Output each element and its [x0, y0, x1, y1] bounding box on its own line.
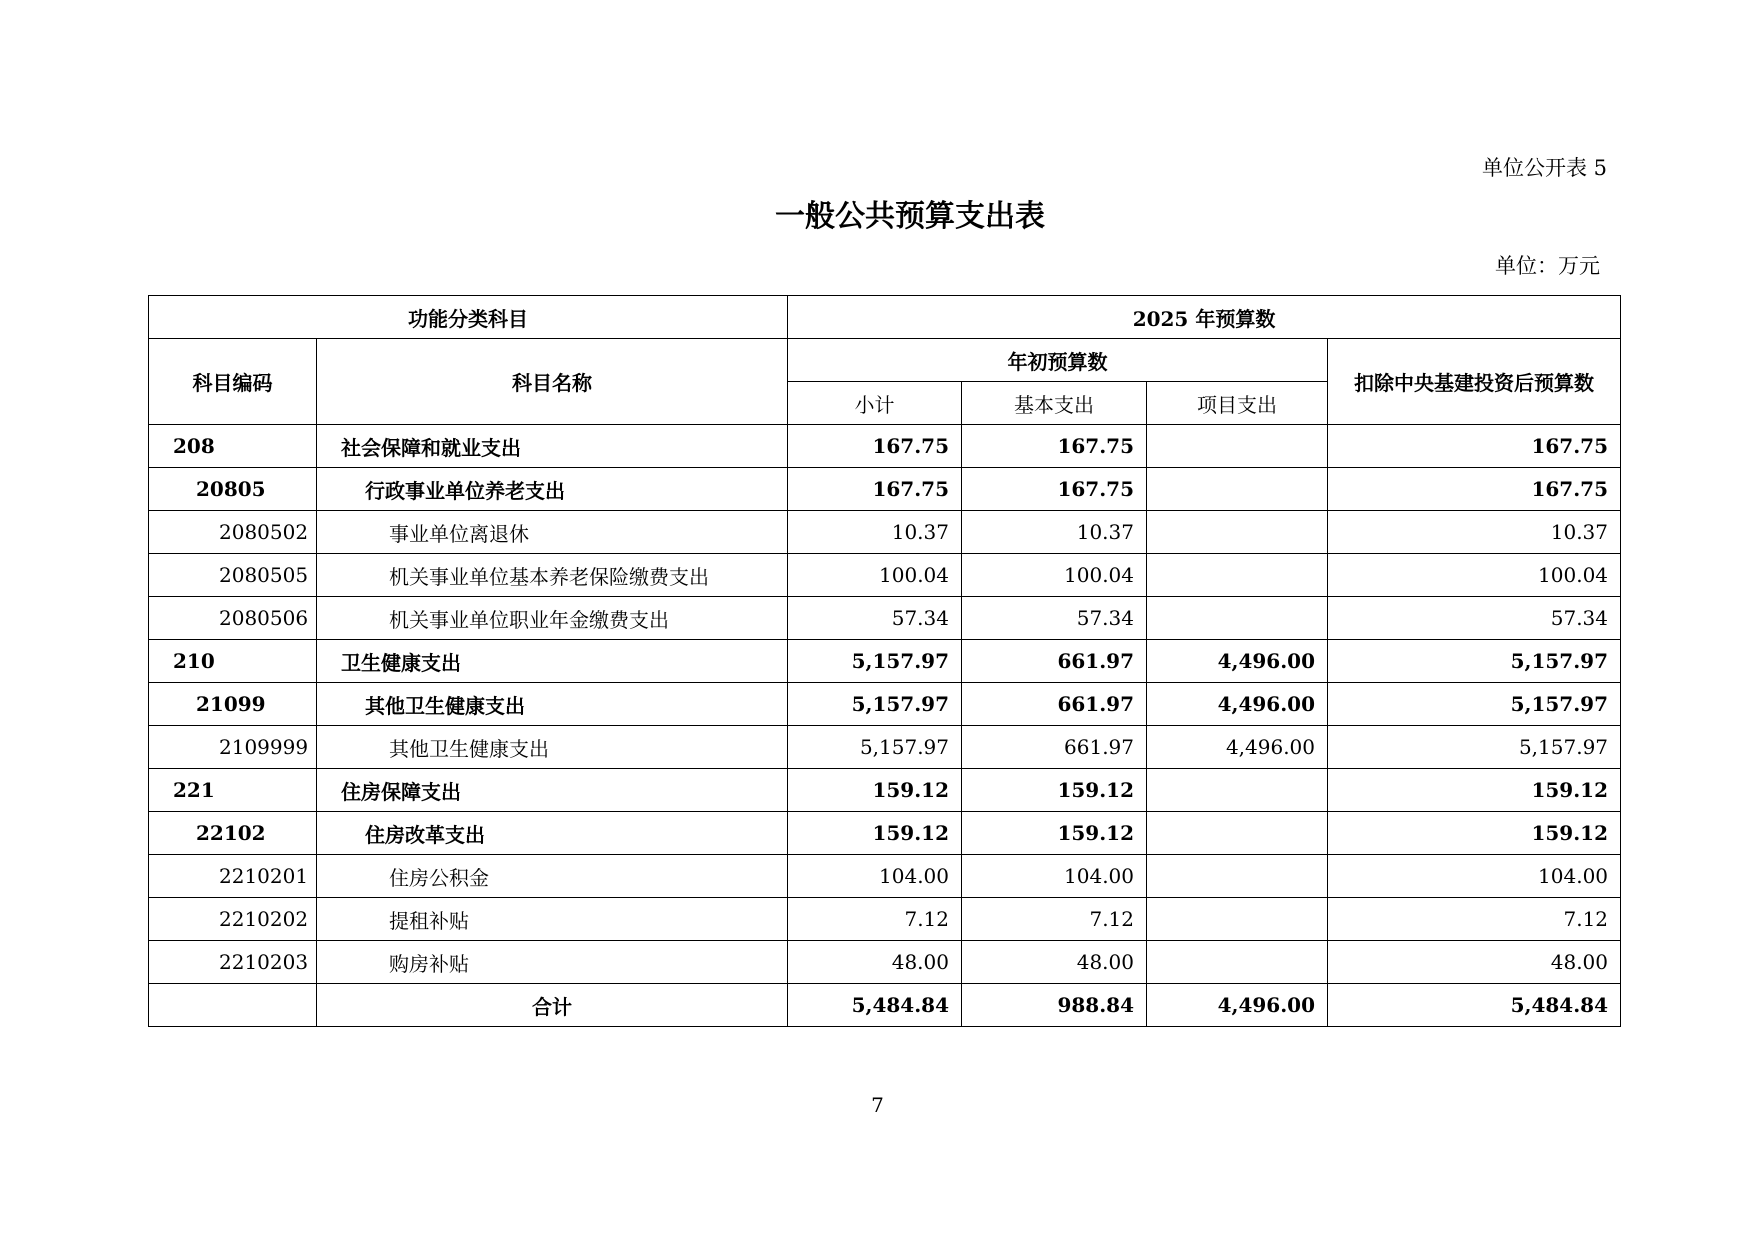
- cell-project: [1147, 597, 1328, 640]
- cell-basic: 57.34: [962, 597, 1147, 640]
- cell-project: [1147, 425, 1328, 468]
- table-row: [149, 554, 1621, 597]
- cell-name: 购房补贴: [317, 941, 788, 984]
- cell-subtotal: 5,157.97: [788, 726, 962, 769]
- cell-code: 2210201: [149, 855, 317, 898]
- cell-name: 机关事业单位职业年金缴费支出: [317, 597, 788, 640]
- cell-subtotal: 5,157.97: [788, 683, 962, 726]
- table-body: [149, 425, 1621, 1027]
- cell-basic: 661.97: [962, 640, 1147, 683]
- form-id-label: 单位公开表 5: [1481, 156, 1607, 180]
- table-row: [149, 468, 1621, 511]
- page-title: 一般公共预算支出表: [775, 199, 1045, 234]
- total-excl: 5,484.84: [1328, 984, 1621, 1027]
- table-header: [149, 296, 1621, 425]
- cell-name: 社会保障和就业支出: [317, 425, 788, 468]
- cell-basic: 7.12: [962, 898, 1147, 941]
- cell-excl: 5,157.97: [1328, 726, 1621, 769]
- cell-name: 提租补贴: [317, 898, 788, 941]
- budget-table: [148, 295, 1621, 1027]
- cell-name: 住房公积金: [317, 855, 788, 898]
- cell-basic: 159.12: [962, 769, 1147, 812]
- cell-subtotal: 5,157.97: [788, 640, 962, 683]
- cell-subtotal: 57.34: [788, 597, 962, 640]
- cell-project: [1147, 468, 1328, 511]
- cell-project: [1147, 511, 1328, 554]
- table-row: [149, 812, 1621, 855]
- cell-excl: 7.12: [1328, 898, 1621, 941]
- cell-subtotal: 167.75: [788, 425, 962, 468]
- header-project: 项目支出: [1147, 382, 1328, 425]
- cell-name: 住房保障支出: [317, 769, 788, 812]
- cell-name: 其他卫生健康支出: [317, 683, 788, 726]
- header-initial-budget: 年初预算数: [788, 339, 1328, 382]
- header-basic: 基本支出: [962, 382, 1147, 425]
- cell-excl: 167.75: [1328, 468, 1621, 511]
- cell-excl: 104.00: [1328, 855, 1621, 898]
- cell-excl: 5,157.97: [1328, 640, 1621, 683]
- cell-code: 2080506: [149, 597, 317, 640]
- cell-code: 22102: [149, 812, 317, 855]
- cell-basic: 48.00: [962, 941, 1147, 984]
- cell-code: 221: [149, 769, 317, 812]
- header-name: 科目名称: [317, 339, 788, 425]
- cell-project: 4,496.00: [1147, 683, 1328, 726]
- cell-name: 住房改革支出: [317, 812, 788, 855]
- cell-basic: 167.75: [962, 425, 1147, 468]
- unit-label: 单位：万元: [1495, 254, 1600, 278]
- cell-excl: 5,157.97: [1328, 683, 1621, 726]
- cell-code: 21099: [149, 683, 317, 726]
- cell-project: [1147, 769, 1328, 812]
- cell-basic: 167.75: [962, 468, 1147, 511]
- table-row: [149, 511, 1621, 554]
- cell-excl: 159.12: [1328, 769, 1621, 812]
- cell-code: 2080505: [149, 554, 317, 597]
- cell-excl: 57.34: [1328, 597, 1621, 640]
- total-project: 4,496.00: [1147, 984, 1328, 1027]
- header-excl-central: 扣除中央基建投资后预算数: [1328, 339, 1621, 425]
- page-number: 7: [871, 1093, 884, 1117]
- cell-excl: 167.75: [1328, 425, 1621, 468]
- cell-basic: 10.37: [962, 511, 1147, 554]
- cell-subtotal: 159.12: [788, 812, 962, 855]
- total-row: [149, 984, 1621, 1027]
- table-row: [149, 597, 1621, 640]
- table-row: [149, 683, 1621, 726]
- table-row: [149, 640, 1621, 683]
- cell-subtotal: 104.00: [788, 855, 962, 898]
- cell-name: 卫生健康支出: [317, 640, 788, 683]
- cell-code: 2210202: [149, 898, 317, 941]
- header-budget-year: 2025 年预算数: [788, 296, 1621, 339]
- cell-name: 行政事业单位养老支出: [317, 468, 788, 511]
- cell-excl: 48.00: [1328, 941, 1621, 984]
- table-row: [149, 425, 1621, 468]
- cell-project: 4,496.00: [1147, 640, 1328, 683]
- table-row: [149, 855, 1621, 898]
- cell-subtotal: 100.04: [788, 554, 962, 597]
- cell-project: [1147, 554, 1328, 597]
- total-basic: 988.84: [962, 984, 1147, 1027]
- header-functional-category: 功能分类科目: [149, 296, 788, 339]
- cell-code: 2080502: [149, 511, 317, 554]
- cell-code: 2109999: [149, 726, 317, 769]
- cell-excl: 10.37: [1328, 511, 1621, 554]
- total-subtotal: 5,484.84: [788, 984, 962, 1027]
- cell-basic: 104.00: [962, 855, 1147, 898]
- cell-subtotal: 167.75: [788, 468, 962, 511]
- cell-project: [1147, 898, 1328, 941]
- header-subtotal: 小计: [788, 382, 962, 425]
- cell-excl: 159.12: [1328, 812, 1621, 855]
- cell-code: 2210203: [149, 941, 317, 984]
- cell-excl: 100.04: [1328, 554, 1621, 597]
- cell-basic: 661.97: [962, 683, 1147, 726]
- cell-project: [1147, 812, 1328, 855]
- table-row: [149, 898, 1621, 941]
- table-row: [149, 726, 1621, 769]
- cell-basic: 661.97: [962, 726, 1147, 769]
- cell-code: 210: [149, 640, 317, 683]
- total-label: 合计: [317, 984, 788, 1027]
- cell-basic: 159.12: [962, 812, 1147, 855]
- cell-subtotal: 159.12: [788, 769, 962, 812]
- cell-subtotal: 7.12: [788, 898, 962, 941]
- cell-subtotal: 10.37: [788, 511, 962, 554]
- table-row: [149, 941, 1621, 984]
- cell-name: 机关事业单位基本养老保险缴费支出: [317, 554, 788, 597]
- cell-project: [1147, 941, 1328, 984]
- cell-code: 20805: [149, 468, 317, 511]
- cell-subtotal: 48.00: [788, 941, 962, 984]
- cell-name: 事业单位离退休: [317, 511, 788, 554]
- cell-basic: 100.04: [962, 554, 1147, 597]
- header-code: 科目编码: [149, 339, 317, 425]
- cell-name: 其他卫生健康支出: [317, 726, 788, 769]
- cell-project: [1147, 855, 1328, 898]
- table-row: [149, 769, 1621, 812]
- cell-code-empty: [149, 984, 317, 1027]
- cell-project: 4,496.00: [1147, 726, 1328, 769]
- cell-code: 208: [149, 425, 317, 468]
